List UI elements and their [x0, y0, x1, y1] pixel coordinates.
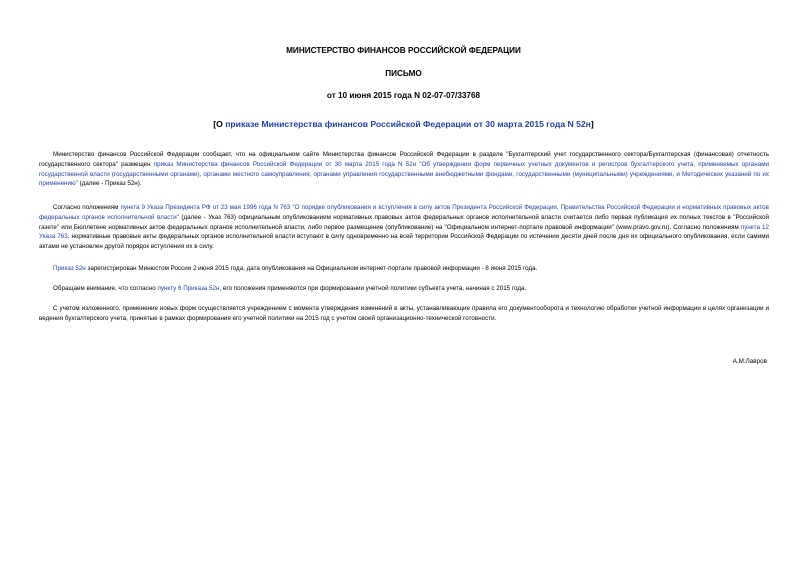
p1-link-order[interactable]: приказ Министерства финансов Российской Федерации от 30 марта 2015 года N 52н [153, 160, 417, 168]
ministry-heading: МИНИСТЕРСТВО ФИНАНСОВ РОССИЙСКОЙ ФЕДЕРАЦИИ [286, 46, 521, 55]
p3-text-1: зарегистрирован Минюстом России 2 июня 2015 года, дата опубликования на Официальном интернет-портале правовой информации - 8 июня 2015 года. [85, 265, 538, 272]
p1-text-3: (далее - Приказ 52н). [77, 180, 142, 188]
signature: А.М.Лавров [732, 358, 767, 365]
p4-link-order-point6[interactable]: пункту 6 Приказа 52н [157, 285, 220, 292]
title-bracket-close: ] [590, 119, 594, 129]
p5-text-1: С учетом изложенного, применение новых форм осуществляется учреждением с момента утверждения изменений в акты, устанавливающие правила его документооборота и технологию обработки учетной информации в целях организации и ведения бухгалтерского учета, принятые в рамках формирования его учетной политики на 2015 год с учетом своей организационно-технической готовности. [39, 305, 769, 322]
p1-link-order-title[interactable]: "Об утверждении форм первичных учетных документов и регистров бухгалтерского учета, применяемых органами государственной власти (государственными органами), органами местного самоуправления, органами управления государственными внебюджетными фондами, государственными (муниципальными) учреждениями, и Методических указаний по их применению" [39, 160, 769, 188]
p2-text-4: , нормативные правовые акты федеральных органов исполнительной власти вступают в силу одновременно на всей территории Российской Федерации по истечении десяти дней после дня их официального опубликования, если самими актами не установлен другой порядок вступления их в силу. [39, 233, 769, 251]
p2-link-decree-title[interactable]: "О порядке опубликования и вступления в силу актов Президента Российской Федерации, Правительства Российской Федерации и нормативных правовых актов федеральных органов исполнительной власти" [39, 204, 769, 221]
document-date-number: от 10 июня 2015 года N 02-07-07/33768 [326, 91, 481, 100]
paragraph-2 [39, 203, 769, 252]
p2-link-decree-point9[interactable]: пункта 9 Указа Президента РФ от 23 мая 1996 года N 763 [120, 204, 291, 211]
p4-text-2: , его положения применяются при формировании учетной политики субъекта учета, начиная с 2015 года. [219, 285, 527, 292]
title-bracket-open: [О [213, 119, 226, 129]
paragraph-4 [39, 284, 769, 294]
p3-link-order[interactable]: Приказ 52н [53, 265, 86, 272]
p1-text-1: Министерство финансов Российской Федерации сообщает, что на официальном сайте Министерства финансов Российской Федерации в разделе "Бухгалтерский учет государственного сектора/Бухгалтерская (финансовая) отчетность государственного сектора" размещен [39, 151, 769, 168]
p2-text-3: (далее - Указ 763) официальным опубликованием нормативных правовых актов федеральных органов исполнительной власти считается либо первая публикация их полных текстов в "Российской газете" или Бюллетене нормативных актов федеральных органов исполнительной власти, либо первое размещение (опубликование) на "Официальном интернет-портале правовой информации" (www.pravo.gov.ru). Согласно положениям [39, 213, 769, 231]
document-title [0, 119, 807, 130]
p2-link-decree-point12[interactable]: пункта 12 Указа 763 [39, 223, 769, 241]
paragraph-3 [39, 264, 769, 274]
paragraph-1 [39, 150, 769, 189]
p2-text-1: Согласно положениям [53, 204, 121, 211]
document-type: ПИСЬМО [385, 69, 422, 78]
paragraph-5 [39, 304, 769, 324]
p4-text-1: Обращаем внимание, что согласно [53, 285, 158, 292]
title-link[interactable]: приказе Министерства финансов Российской Федерации от 30 марта 2015 года N 52н [225, 119, 591, 129]
